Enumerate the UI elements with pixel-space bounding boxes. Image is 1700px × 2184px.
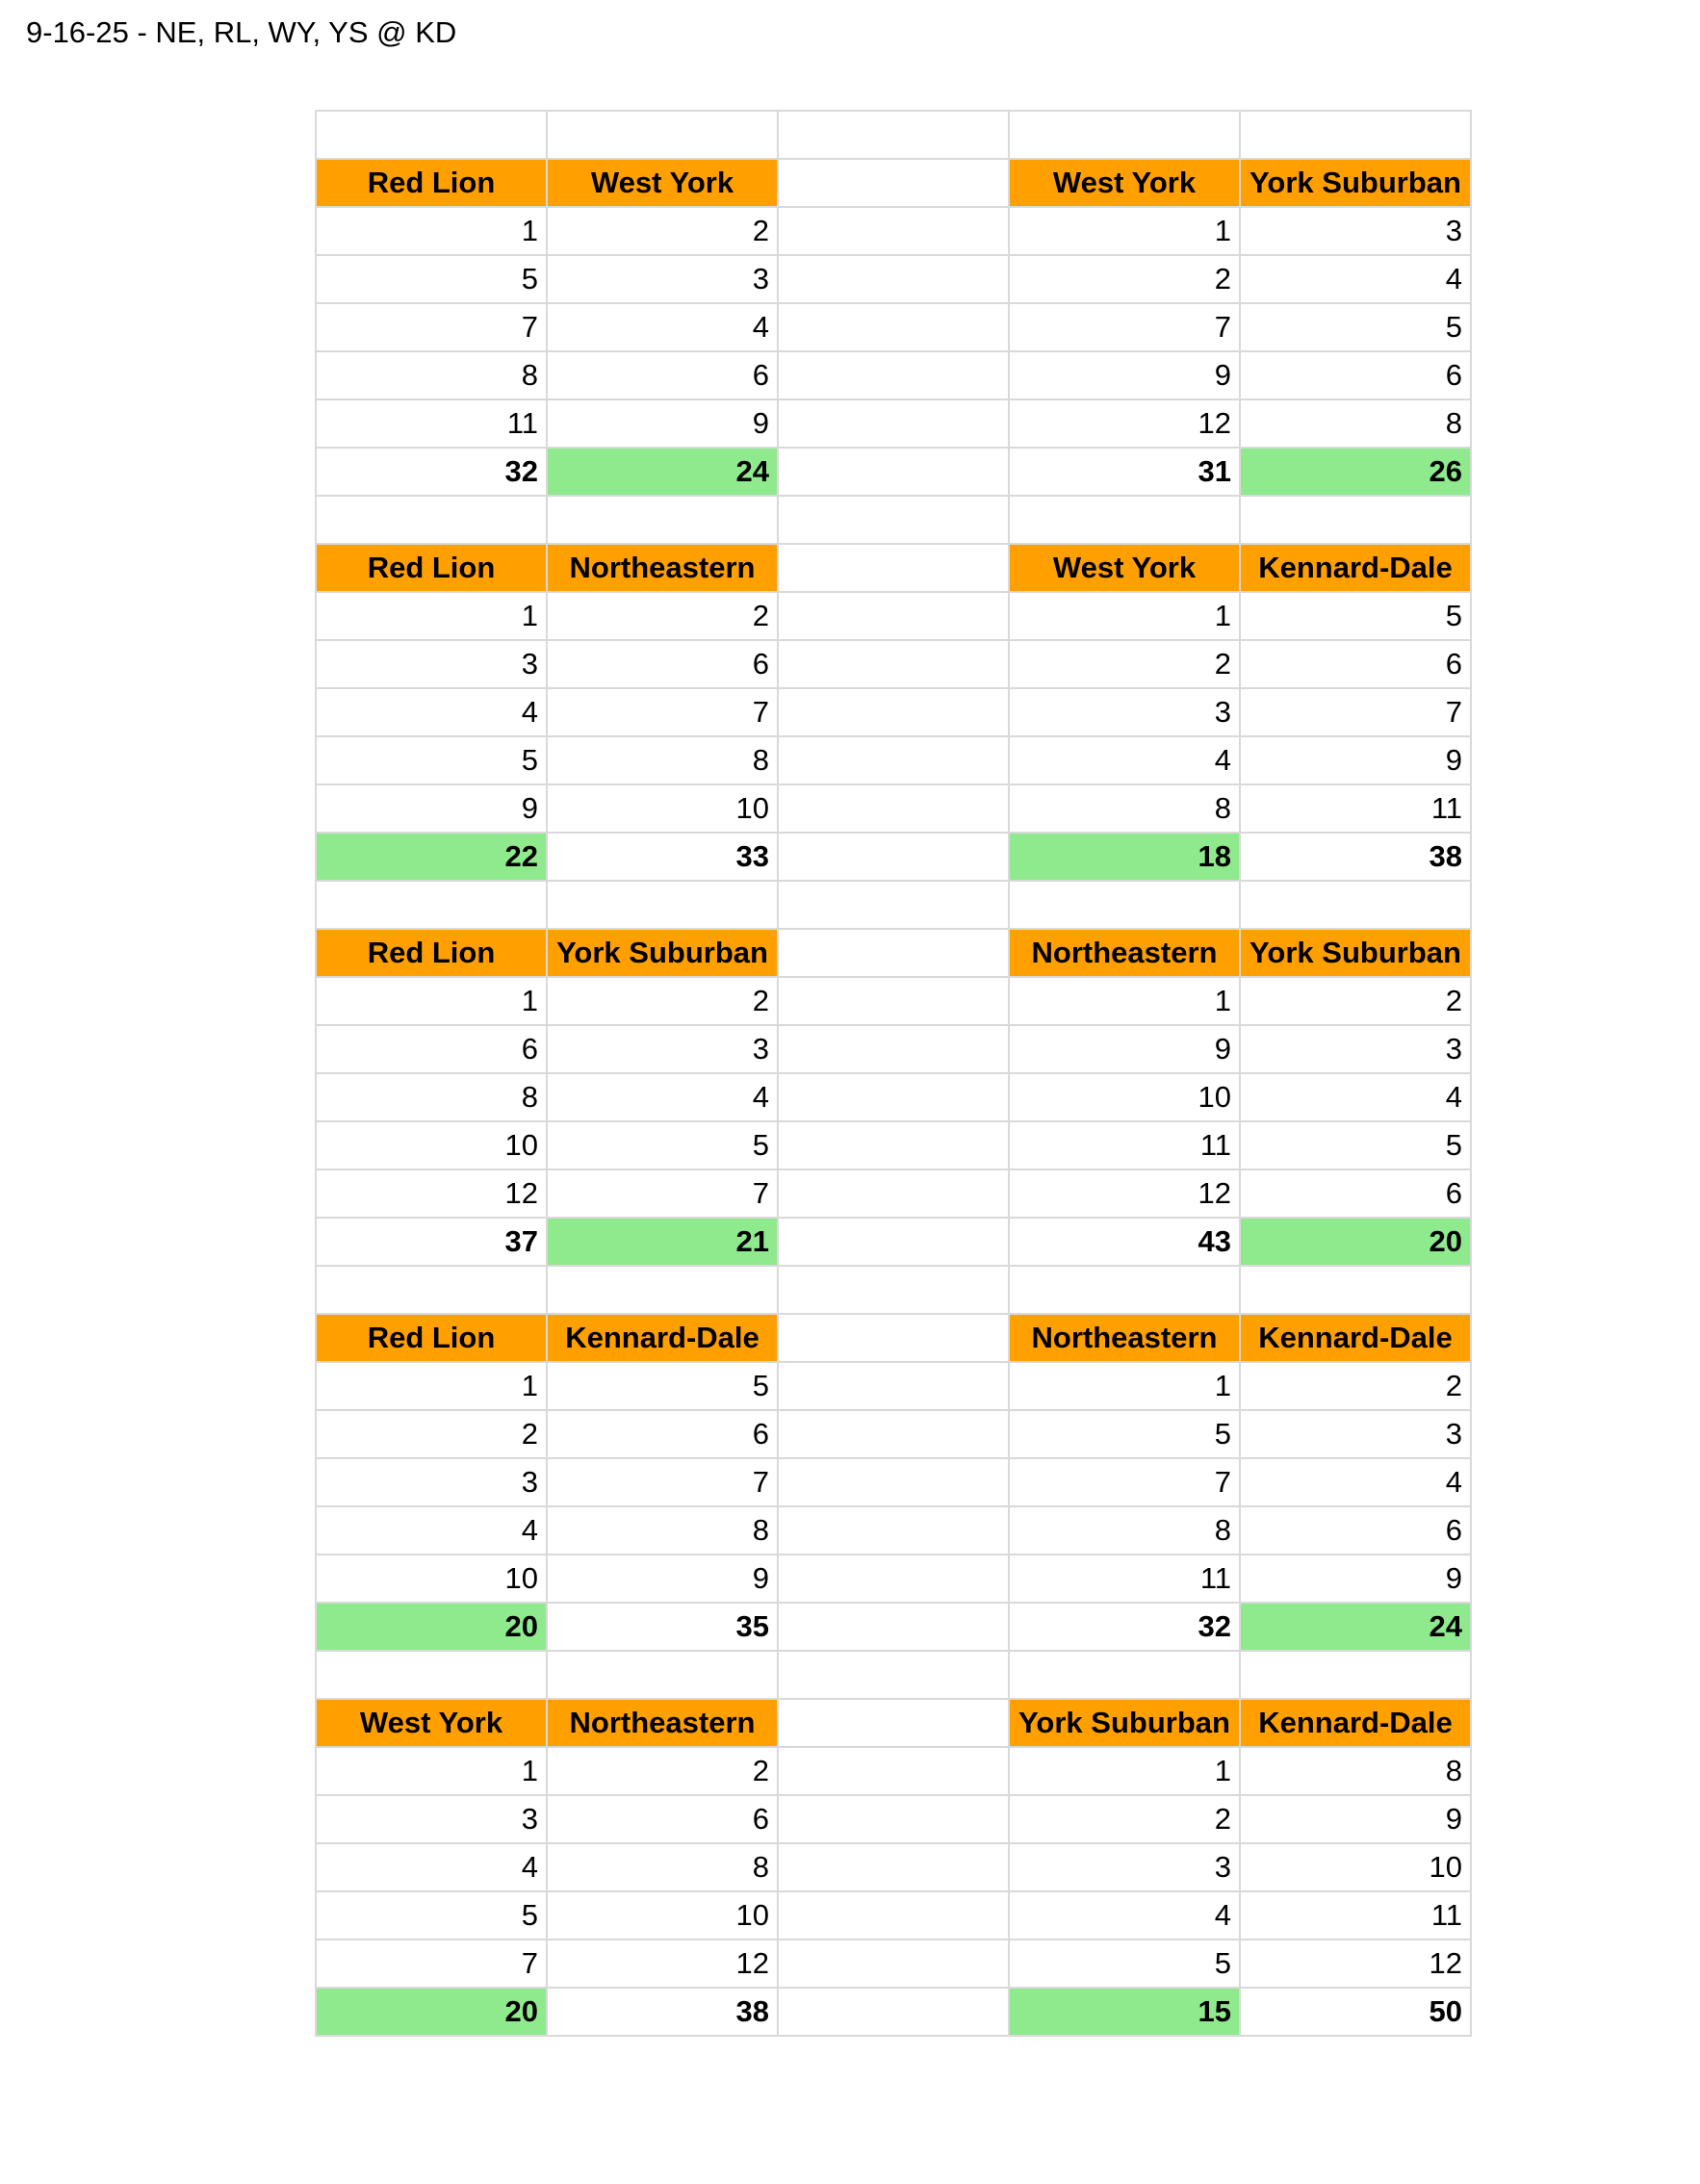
empty-cell[interactable] <box>779 1459 1010 1507</box>
total-cell[interactable]: 33 <box>548 834 779 882</box>
place-cell[interactable]: 3 <box>1010 1844 1241 1892</box>
place-cell[interactable]: 8 <box>548 737 779 785</box>
empty-cell[interactable] <box>779 978 1010 1026</box>
place-cell[interactable]: 1 <box>1010 1363 1241 1411</box>
empty-cell[interactable] <box>779 1219 1010 1267</box>
place-cell[interactable]: 7 <box>1010 1459 1241 1507</box>
empty-cell[interactable] <box>779 689 1010 737</box>
empty-cell[interactable] <box>548 497 779 545</box>
place-cell[interactable]: 6 <box>548 1796 779 1844</box>
place-cell[interactable]: 9 <box>1241 1796 1472 1844</box>
empty-cell[interactable] <box>779 1748 1010 1796</box>
empty-cell[interactable] <box>779 497 1010 545</box>
empty-cell[interactable] <box>1010 112 1241 160</box>
place-cell[interactable]: 12 <box>1010 1170 1241 1219</box>
place-cell[interactable]: 8 <box>317 1074 548 1122</box>
winning-total-cell[interactable]: 26 <box>1241 449 1472 497</box>
team-header-cell[interactable]: Northeastern <box>1010 930 1241 978</box>
place-cell[interactable]: 2 <box>1241 1363 1472 1411</box>
place-cell[interactable]: 8 <box>548 1844 779 1892</box>
place-cell[interactable]: 8 <box>548 1507 779 1555</box>
place-cell[interactable]: 9 <box>317 785 548 834</box>
place-cell[interactable]: 1 <box>1010 593 1241 641</box>
empty-cell[interactable] <box>1241 497 1472 545</box>
place-cell[interactable]: 5 <box>1241 593 1472 641</box>
winning-total-cell[interactable]: 20 <box>1241 1219 1472 1267</box>
team-header-cell[interactable]: Red Lion <box>317 545 548 593</box>
empty-cell[interactable] <box>779 400 1010 449</box>
team-header-cell[interactable]: Red Lion <box>317 930 548 978</box>
empty-cell[interactable] <box>548 112 779 160</box>
place-cell[interactable]: 6 <box>548 352 779 400</box>
empty-cell[interactable] <box>1241 1652 1472 1700</box>
empty-cell[interactable] <box>779 882 1010 930</box>
place-cell[interactable]: 4 <box>1010 737 1241 785</box>
empty-cell[interactable] <box>779 1796 1010 1844</box>
empty-cell[interactable] <box>548 1267 779 1315</box>
place-cell[interactable]: 9 <box>1241 737 1472 785</box>
empty-cell[interactable] <box>1010 1652 1241 1700</box>
place-cell[interactable]: 8 <box>317 352 548 400</box>
place-cell[interactable]: 5 <box>317 1892 548 1940</box>
place-cell[interactable]: 6 <box>1241 352 1472 400</box>
empty-cell[interactable] <box>779 1652 1010 1700</box>
empty-cell[interactable] <box>779 1315 1010 1363</box>
place-cell[interactable]: 4 <box>548 304 779 352</box>
empty-cell[interactable] <box>317 1267 548 1315</box>
winning-total-cell[interactable]: 22 <box>317 834 548 882</box>
place-cell[interactable]: 4 <box>317 1507 548 1555</box>
place-cell[interactable]: 11 <box>1241 1892 1472 1940</box>
team-header-cell[interactable]: York Suburban <box>1241 160 1472 208</box>
place-cell[interactable]: 7 <box>1241 689 1472 737</box>
place-cell[interactable]: 11 <box>317 400 548 449</box>
empty-cell[interactable] <box>779 1170 1010 1219</box>
place-cell[interactable]: 2 <box>1010 641 1241 689</box>
empty-cell[interactable] <box>779 1940 1010 1989</box>
place-cell[interactable]: 4 <box>1010 1892 1241 1940</box>
empty-cell[interactable] <box>548 1652 779 1700</box>
empty-cell[interactable] <box>779 1989 1010 2037</box>
place-cell[interactable]: 6 <box>1241 1170 1472 1219</box>
empty-cell[interactable] <box>779 1507 1010 1555</box>
place-cell[interactable]: 5 <box>1241 1122 1472 1170</box>
team-header-cell[interactable]: Red Lion <box>317 1315 548 1363</box>
document-title: 9-16-25 - NE, RL, WY, YS @ KD <box>26 15 457 49</box>
empty-cell[interactable] <box>317 112 548 160</box>
place-cell[interactable]: 3 <box>317 1796 548 1844</box>
empty-cell[interactable] <box>317 1652 548 1700</box>
total-cell[interactable]: 32 <box>1010 1604 1241 1652</box>
empty-cell[interactable] <box>317 497 548 545</box>
empty-cell[interactable] <box>779 1844 1010 1892</box>
empty-cell[interactable] <box>548 882 779 930</box>
empty-cell[interactable] <box>779 834 1010 882</box>
place-cell[interactable]: 3 <box>317 641 548 689</box>
total-cell[interactable]: 35 <box>548 1604 779 1652</box>
empty-cell[interactable] <box>779 1074 1010 1122</box>
place-cell[interactable]: 4 <box>548 1074 779 1122</box>
place-cell[interactable]: 9 <box>1010 1026 1241 1074</box>
place-cell[interactable]: 9 <box>548 400 779 449</box>
place-cell[interactable]: 9 <box>548 1555 779 1604</box>
place-cell[interactable]: 3 <box>1241 1411 1472 1459</box>
place-cell[interactable]: 6 <box>1241 641 1472 689</box>
place-cell[interactable]: 12 <box>317 1170 548 1219</box>
place-cell[interactable]: 5 <box>548 1363 779 1411</box>
empty-cell[interactable] <box>779 1026 1010 1074</box>
place-cell[interactable]: 2 <box>548 978 779 1026</box>
empty-cell[interactable] <box>1241 112 1472 160</box>
place-cell[interactable]: 8 <box>1010 1507 1241 1555</box>
place-cell[interactable]: 4 <box>1241 1459 1472 1507</box>
place-cell[interactable]: 10 <box>548 1892 779 1940</box>
place-cell[interactable]: 2 <box>1010 256 1241 304</box>
empty-cell[interactable] <box>779 593 1010 641</box>
empty-cell[interactable] <box>779 208 1010 256</box>
winning-total-cell[interactable]: 20 <box>317 1604 548 1652</box>
empty-cell[interactable] <box>1241 1267 1472 1315</box>
place-cell[interactable]: 11 <box>1010 1122 1241 1170</box>
place-cell[interactable]: 4 <box>317 1844 548 1892</box>
empty-cell[interactable] <box>779 1892 1010 1940</box>
team-header-cell[interactable]: Kennard-Dale <box>1241 1315 1472 1363</box>
winning-total-cell[interactable]: 20 <box>317 1989 548 2037</box>
place-cell[interactable]: 1 <box>1010 208 1241 256</box>
winning-total-cell[interactable]: 15 <box>1010 1989 1241 2037</box>
place-cell[interactable]: 9 <box>1241 1555 1472 1604</box>
place-cell[interactable]: 4 <box>1241 256 1472 304</box>
place-cell[interactable]: 7 <box>548 1170 779 1219</box>
place-cell[interactable]: 10 <box>548 785 779 834</box>
empty-cell[interactable] <box>779 737 1010 785</box>
empty-cell[interactable] <box>779 1363 1010 1411</box>
team-header-cell[interactable]: York Suburban <box>1010 1700 1241 1748</box>
place-cell[interactable]: 6 <box>548 1411 779 1459</box>
place-cell[interactable]: 5 <box>1010 1940 1241 1989</box>
winning-total-cell[interactable]: 24 <box>548 449 779 497</box>
empty-cell[interactable] <box>779 1700 1010 1748</box>
empty-cell[interactable] <box>779 112 1010 160</box>
empty-cell[interactable] <box>779 160 1010 208</box>
place-cell[interactable]: 2 <box>317 1411 548 1459</box>
place-cell[interactable]: 6 <box>317 1026 548 1074</box>
place-cell[interactable]: 9 <box>1010 352 1241 400</box>
place-cell[interactable]: 12 <box>1241 1940 1472 1989</box>
place-cell[interactable]: 1 <box>317 593 548 641</box>
place-cell[interactable]: 3 <box>548 1026 779 1074</box>
place-cell[interactable]: 1 <box>1010 978 1241 1026</box>
total-cell[interactable]: 38 <box>1241 834 1472 882</box>
place-cell[interactable]: 3 <box>548 256 779 304</box>
place-cell[interactable]: 2 <box>1241 978 1472 1026</box>
empty-cell[interactable] <box>779 304 1010 352</box>
place-cell[interactable]: 10 <box>317 1555 548 1604</box>
place-cell[interactable]: 1 <box>317 978 548 1026</box>
place-cell[interactable]: 11 <box>1241 785 1472 834</box>
place-cell[interactable]: 5 <box>1241 304 1472 352</box>
team-header-cell[interactable]: Northeastern <box>548 545 779 593</box>
place-cell[interactable]: 12 <box>1010 400 1241 449</box>
total-cell[interactable]: 43 <box>1010 1219 1241 1267</box>
place-cell[interactable]: 5 <box>317 256 548 304</box>
place-cell[interactable]: 1 <box>317 208 548 256</box>
team-header-cell[interactable]: Kennard-Dale <box>548 1315 779 1363</box>
place-cell[interactable]: 10 <box>1241 1844 1472 1892</box>
scores-sheet <box>315 110 1472 2037</box>
place-cell[interactable]: 5 <box>1010 1411 1241 1459</box>
empty-cell[interactable] <box>779 256 1010 304</box>
place-cell[interactable]: 8 <box>1241 400 1472 449</box>
place-cell[interactable]: 2 <box>548 208 779 256</box>
winning-total-cell[interactable]: 21 <box>548 1219 779 1267</box>
empty-cell[interactable] <box>779 1555 1010 1604</box>
empty-cell[interactable] <box>779 545 1010 593</box>
place-cell[interactable]: 3 <box>1241 208 1472 256</box>
winning-total-cell[interactable]: 24 <box>1241 1604 1472 1652</box>
empty-cell[interactable] <box>1010 497 1241 545</box>
team-header-cell[interactable]: Northeastern <box>548 1700 779 1748</box>
place-cell[interactable]: 7 <box>548 1459 779 1507</box>
team-header-cell[interactable]: Red Lion <box>317 160 548 208</box>
empty-cell[interactable] <box>779 641 1010 689</box>
place-cell[interactable]: 5 <box>317 737 548 785</box>
team-header-cell[interactable]: West York <box>548 160 779 208</box>
place-cell[interactable]: 6 <box>1241 1507 1472 1555</box>
team-header-cell[interactable]: York Suburban <box>1241 930 1472 978</box>
place-cell[interactable]: 12 <box>548 1940 779 1989</box>
place-cell[interactable]: 4 <box>317 689 548 737</box>
total-cell[interactable]: 38 <box>548 1989 779 2037</box>
place-cell[interactable]: 5 <box>548 1122 779 1170</box>
empty-cell[interactable] <box>779 785 1010 834</box>
team-header-cell[interactable]: Kennard-Dale <box>1241 1700 1472 1748</box>
empty-cell[interactable] <box>1010 882 1241 930</box>
place-cell[interactable]: 7 <box>1010 304 1241 352</box>
empty-cell[interactable] <box>779 1411 1010 1459</box>
empty-cell[interactable] <box>1010 1267 1241 1315</box>
place-cell[interactable]: 2 <box>1010 1796 1241 1844</box>
empty-cell[interactable] <box>779 352 1010 400</box>
place-cell[interactable]: 7 <box>317 1940 548 1989</box>
total-cell[interactable]: 37 <box>317 1219 548 1267</box>
place-cell[interactable]: 2 <box>548 1748 779 1796</box>
team-header-cell[interactable]: West York <box>1010 545 1241 593</box>
total-cell[interactable]: 50 <box>1241 1989 1472 2037</box>
team-header-cell[interactable]: Northeastern <box>1010 1315 1241 1363</box>
empty-cell[interactable] <box>779 449 1010 497</box>
team-header-cell[interactable]: West York <box>317 1700 548 1748</box>
empty-cell[interactable] <box>779 1267 1010 1315</box>
place-cell[interactable]: 10 <box>1010 1074 1241 1122</box>
winning-total-cell[interactable]: 18 <box>1010 834 1241 882</box>
empty-cell[interactable] <box>317 882 548 930</box>
empty-cell[interactable] <box>1241 882 1472 930</box>
place-cell[interactable]: 1 <box>317 1363 548 1411</box>
empty-cell[interactable] <box>779 1122 1010 1170</box>
place-cell[interactable]: 3 <box>1010 689 1241 737</box>
empty-cell[interactable] <box>779 930 1010 978</box>
team-header-cell[interactable]: York Suburban <box>548 930 779 978</box>
empty-cell[interactable] <box>779 1604 1010 1652</box>
place-cell[interactable]: 10 <box>317 1122 548 1170</box>
place-cell[interactable]: 7 <box>317 304 548 352</box>
place-cell[interactable]: 3 <box>317 1459 548 1507</box>
team-header-cell[interactable]: West York <box>1010 160 1241 208</box>
place-cell[interactable]: 3 <box>1241 1026 1472 1074</box>
place-cell[interactable]: 7 <box>548 689 779 737</box>
place-cell[interactable]: 1 <box>317 1748 548 1796</box>
place-cell[interactable]: 11 <box>1010 1555 1241 1604</box>
place-cell[interactable]: 6 <box>548 641 779 689</box>
place-cell[interactable]: 8 <box>1010 785 1241 834</box>
total-cell[interactable]: 32 <box>317 449 548 497</box>
team-header-cell[interactable]: Kennard-Dale <box>1241 545 1472 593</box>
place-cell[interactable]: 4 <box>1241 1074 1472 1122</box>
place-cell[interactable]: 8 <box>1241 1748 1472 1796</box>
total-cell[interactable]: 31 <box>1010 449 1241 497</box>
place-cell[interactable]: 1 <box>1010 1748 1241 1796</box>
place-cell[interactable]: 2 <box>548 593 779 641</box>
